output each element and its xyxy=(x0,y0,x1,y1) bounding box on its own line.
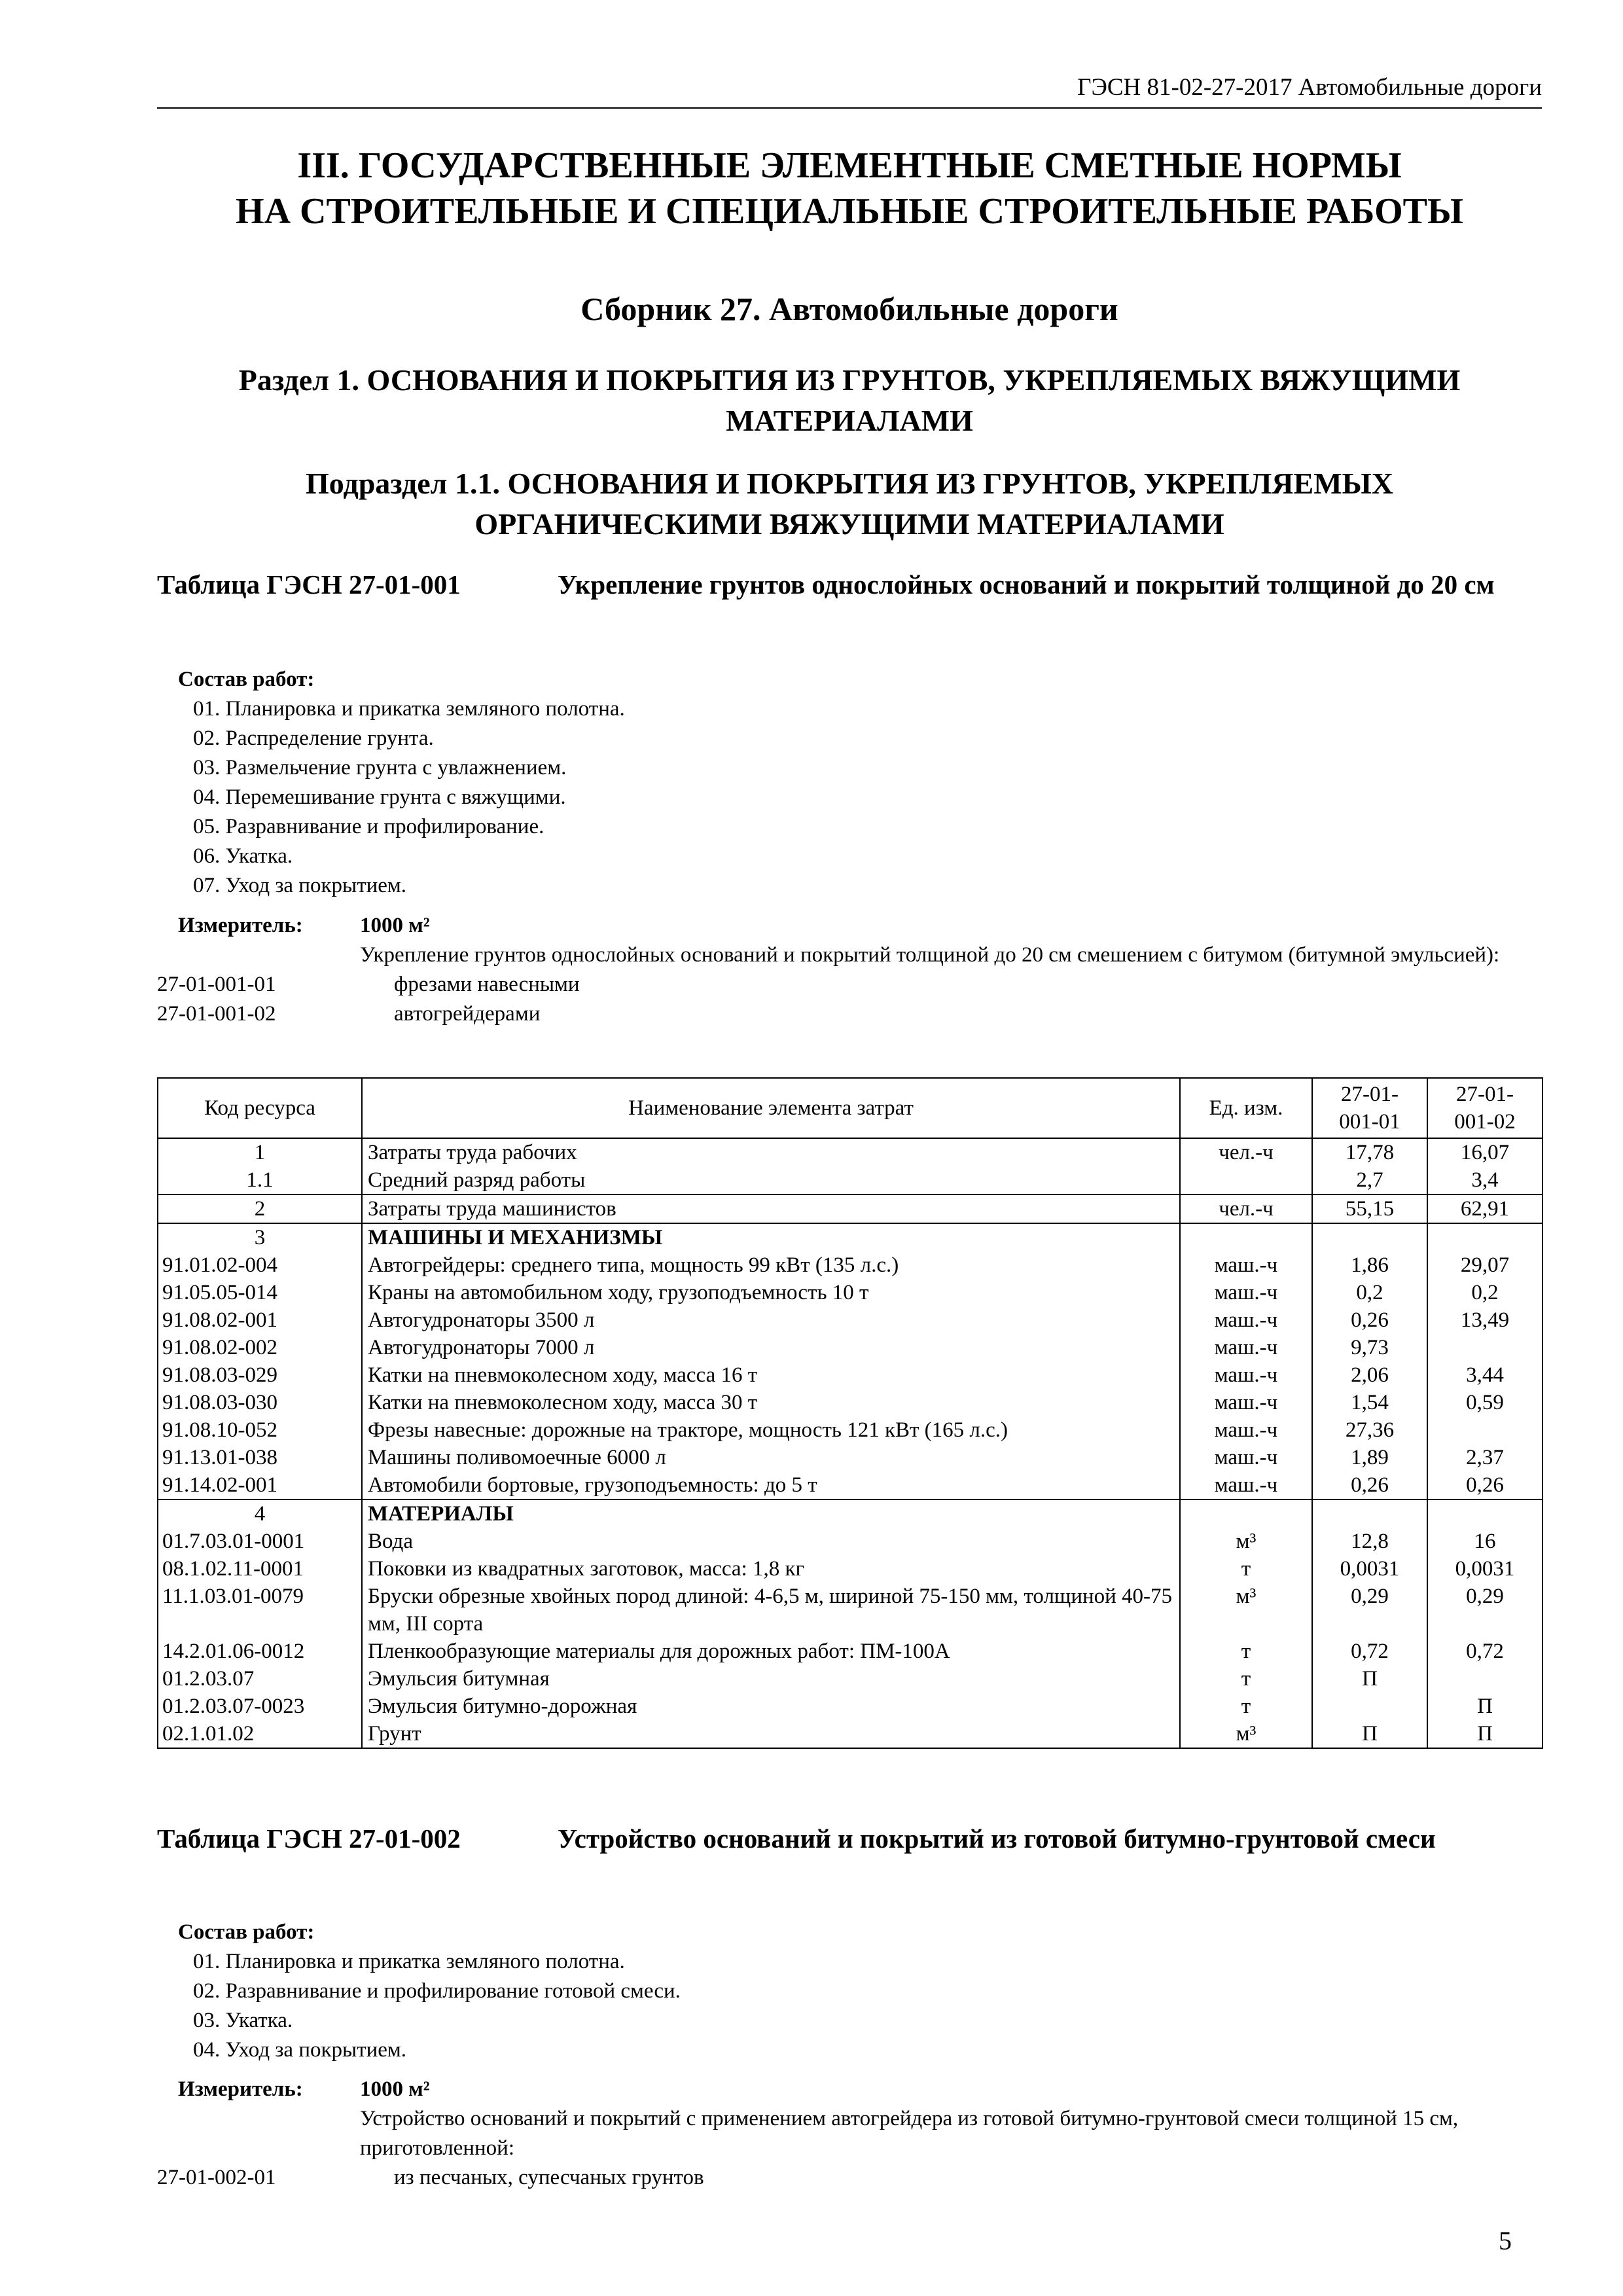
table-row xyxy=(158,1665,1543,1693)
cell-unit: маш.-ч xyxy=(1180,1251,1312,1279)
cell-norm-1: П xyxy=(1312,1720,1427,1748)
cell-resource-code: 01.2.03.07-0023 xyxy=(158,1693,362,1720)
cell-unit: маш.-ч xyxy=(1180,1361,1312,1389)
work-item: 06. Укатка. xyxy=(193,844,293,868)
work-item: 02. Разравнивание и профилирование готовой смеси. xyxy=(193,1979,681,2003)
table-row xyxy=(158,1720,1543,1748)
cell-resource-code: 11.1.03.01-0079 xyxy=(158,1583,362,1638)
cell-unit: т xyxy=(1180,1665,1312,1693)
cell-resource-code: 91.01.02-004 xyxy=(158,1251,362,1279)
cell-norm-1: 0,29 xyxy=(1312,1583,1427,1638)
cell-norm-1: 0,0031 xyxy=(1312,1555,1427,1583)
cell-norm-2: 0,0031 xyxy=(1427,1555,1543,1583)
cell-resource-code: 3 xyxy=(158,1223,362,1251)
measure-label: Измеритель: xyxy=(178,914,303,937)
cell-unit: т xyxy=(1180,1693,1312,1720)
cell-resource-code: 91.13.01-038 xyxy=(158,1444,362,1471)
cell-resource-name: Затраты труда рабочих xyxy=(362,1138,1180,1166)
work-item: 05. Разравнивание и профилирование. xyxy=(193,815,544,838)
cell-norm-2 xyxy=(1427,1499,1543,1528)
table-row xyxy=(158,1693,1543,1720)
cell-resource-name: Машины поливомоечные 6000 л xyxy=(362,1444,1180,1471)
cell-norm-2: 0,26 xyxy=(1427,1471,1543,1499)
cell-resource-name: Средний разряд работы xyxy=(362,1166,1180,1194)
main-title-line-2: НА СТРОИТЕЛЬНЫЕ И СПЕЦИАЛЬНЫЕ СТРОИТЕЛЬНЫЕ РАБОТЫ xyxy=(236,191,1463,232)
table1-measure xyxy=(157,911,1542,1029)
table2-measure xyxy=(157,2075,1542,2193)
work-item: 02. Распределение грунта. xyxy=(193,726,434,750)
cell-resource-name: Затраты труда машинистов xyxy=(362,1194,1180,1223)
table-row xyxy=(158,1583,1543,1638)
cell-norm-2: 0,72 xyxy=(1427,1638,1543,1665)
cell-norm-2: П xyxy=(1427,1693,1543,1720)
cell-norm-1: 0,2 xyxy=(1312,1279,1427,1306)
measure-label: Измеритель: xyxy=(178,2077,303,2101)
table-row xyxy=(158,1389,1543,1416)
cell-resource-code: 1 xyxy=(158,1138,362,1166)
table-row xyxy=(158,1499,1543,1528)
page-number: 5 xyxy=(1499,2226,1512,2255)
col-header-code: Код ресурса xyxy=(158,1078,362,1138)
cell-norm-1: 1,89 xyxy=(1312,1444,1427,1471)
cell-resource-name: Фрезы навесные: дорожные на тракторе, мощность 121 кВт (165 л.с.) xyxy=(362,1416,1180,1444)
cell-unit: м³ xyxy=(1180,1583,1312,1638)
col-header-unit: Ед. изм. xyxy=(1180,1078,1312,1138)
cell-resource-code: 91.05.05-014 xyxy=(158,1279,362,1306)
cell-resource-name: Вода xyxy=(362,1528,1180,1555)
work-item: 01. Планировка и прикатка земляного полотна. xyxy=(193,697,625,721)
cell-resource-code: 01.2.03.07 xyxy=(158,1665,362,1693)
cell-resource-code: 91.08.02-001 xyxy=(158,1306,362,1334)
cell-resource-name: Автогрейдеры: среднего типа, мощность 99 кВт (135 л.с.) xyxy=(362,1251,1180,1279)
subsection-title xyxy=(157,463,1542,545)
table1-code: Таблица ГЭСН 27-01-001 xyxy=(157,569,461,600)
cell-unit: маш.-ч xyxy=(1180,1389,1312,1416)
norm-row xyxy=(157,999,1542,1029)
work-item: 07. Уход за покрытием. xyxy=(193,874,407,897)
section-title-line-2: МАТЕРИАЛАМИ xyxy=(726,404,973,437)
cell-norm-2: 2,37 xyxy=(1427,1444,1543,1471)
cell-norm-2: 3,4 xyxy=(1427,1166,1543,1194)
norm-name: фрезами навесными xyxy=(394,973,580,996)
cell-unit: т xyxy=(1180,1638,1312,1665)
cell-unit: т xyxy=(1180,1555,1312,1583)
cell-unit xyxy=(1180,1499,1312,1528)
work-item: 03. Размельчение грунта с увлажнением. xyxy=(193,756,567,780)
cell-unit: м³ xyxy=(1180,1528,1312,1555)
resource-table xyxy=(157,1077,1543,1749)
table-row xyxy=(158,1223,1543,1251)
cell-resource-code: 4 xyxy=(158,1499,362,1528)
cell-norm-1 xyxy=(1312,1499,1427,1528)
cell-resource-code: 1.1 xyxy=(158,1166,362,1194)
section-title-line-1: Раздел 1. ОСНОВАНИЯ И ПОКРЫТИЯ ИЗ ГРУНТОВ, УКРЕПЛЯЕМЫХ ВЯЖУЩИМИ xyxy=(238,363,1461,397)
cell-resource-name: Катки на пневмоколесном ходу, масса 16 т xyxy=(362,1361,1180,1389)
table-row xyxy=(158,1361,1543,1389)
table1-heading xyxy=(157,565,1542,644)
table-row xyxy=(158,1251,1543,1279)
work-item: 04. Перемешивание грунта с вяжущими. xyxy=(193,785,566,809)
cell-unit: чел.-ч xyxy=(1180,1194,1312,1223)
cell-unit xyxy=(1180,1166,1312,1194)
table-row xyxy=(158,1138,1543,1166)
col-header-norm-2: 27-01- 001-02 xyxy=(1427,1078,1543,1138)
table-row xyxy=(158,1334,1543,1361)
cell-resource-name: Автогудронаторы 3500 л xyxy=(362,1306,1180,1334)
cell-norm-2: 0,2 xyxy=(1427,1279,1543,1306)
section-title xyxy=(157,360,1542,441)
cell-norm-2: 13,49 xyxy=(1427,1306,1543,1334)
cell-norm-2 xyxy=(1427,1334,1543,1361)
running-header: ГЭСН 81-02-27-2017 Автомобильные дороги xyxy=(1077,74,1542,101)
cell-norm-1: 1,86 xyxy=(1312,1251,1427,1279)
cell-norm-1: 9,73 xyxy=(1312,1334,1427,1361)
cell-norm-1: 0,72 xyxy=(1312,1638,1427,1665)
norm-row xyxy=(157,2163,1542,2193)
cell-norm-2 xyxy=(1427,1665,1543,1693)
cell-resource-code: 08.1.02.11-0001 xyxy=(158,1555,362,1583)
table1-title: Укрепление грунтов однослойных оснований и покрытий толщиной до 20 см xyxy=(558,569,1495,600)
cell-resource-name: Катки на пневмоколесном ходу, масса 30 т xyxy=(362,1389,1180,1416)
cell-unit: маш.-ч xyxy=(1180,1471,1312,1499)
table-row xyxy=(158,1279,1543,1306)
cell-norm-1: 0,26 xyxy=(1312,1306,1427,1334)
cell-resource-code: 14.2.01.06-0012 xyxy=(158,1638,362,1665)
cell-resource-name: Краны на автомобильном ходу, грузоподъемность 10 т xyxy=(362,1279,1180,1306)
cell-norm-1: 0,26 xyxy=(1312,1471,1427,1499)
cell-unit xyxy=(1180,1223,1312,1251)
cell-norm-2: 0,59 xyxy=(1427,1389,1543,1416)
table2-heading xyxy=(157,1820,1542,1898)
cell-norm-2: 62,91 xyxy=(1427,1194,1543,1223)
main-title xyxy=(157,143,1542,234)
table-row xyxy=(158,1306,1543,1334)
header-rule xyxy=(157,107,1542,109)
cell-norm-2: 16 xyxy=(1427,1528,1543,1555)
table-row xyxy=(158,1194,1543,1223)
work-item: 03. Укатка. xyxy=(193,2009,293,2032)
table2-title: Устройство оснований и покрытий из готовой битумно-грунтовой смеси xyxy=(558,1823,1436,1854)
cell-resource-name: Эмульсия битумная xyxy=(362,1665,1180,1693)
cell-norm-1: 17,78 xyxy=(1312,1138,1427,1166)
cell-resource-code: 91.14.02-001 xyxy=(158,1471,362,1499)
norm-code: 27-01-001-01 xyxy=(157,973,276,996)
measure-description: Укрепление грунтов однослойных оснований и покрытий толщиной до 20 см смешением с битумом (битумной эмульсией): xyxy=(360,943,1500,967)
cell-resource-code: 91.08.10-052 xyxy=(158,1416,362,1444)
cell-resource-code: 91.08.03-029 xyxy=(158,1361,362,1389)
cell-norm-2: 29,07 xyxy=(1427,1251,1543,1279)
cell-resource-code: 02.1.01.02 xyxy=(158,1720,362,1748)
cell-norm-2: 3,44 xyxy=(1427,1361,1543,1389)
table-row xyxy=(158,1166,1543,1194)
cell-unit: маш.-ч xyxy=(1180,1334,1312,1361)
col-header-norm-1: 27-01- 001-01 xyxy=(1312,1078,1427,1138)
cell-resource-name: Эмульсия битумно-дорожная xyxy=(362,1693,1180,1720)
table-row xyxy=(158,1638,1543,1665)
cell-norm-1: 2,06 xyxy=(1312,1361,1427,1389)
subsection-title-line-1: Подраздел 1.1. ОСНОВАНИЯ И ПОКРЫТИЯ ИЗ ГРУНТОВ, УКРЕПЛЯЕМЫХ xyxy=(305,467,1394,500)
table-row xyxy=(158,1528,1543,1555)
table-row xyxy=(158,1471,1543,1499)
table-header-row xyxy=(158,1078,1543,1138)
table-row xyxy=(158,1444,1543,1471)
cell-resource-name: Автомобили бортовые, грузоподъемность: до 5 т xyxy=(362,1471,1180,1499)
collection-title: Сборник 27. Автомобильные дороги xyxy=(580,291,1118,327)
table-row xyxy=(158,1555,1543,1583)
cell-resource-name: МАТЕРИАЛЫ xyxy=(362,1499,1180,1528)
cell-norm-1 xyxy=(1312,1693,1427,1720)
work-item: 04. Уход за покрытием. xyxy=(193,2038,407,2062)
cell-norm-1: 1,54 xyxy=(1312,1389,1427,1416)
cell-norm-1: 12,8 xyxy=(1312,1528,1427,1555)
norm-row xyxy=(157,970,1542,999)
measure-description: Устройство оснований и покрытий с применением автогрейдера из готовой битумно-грунтовой смеси толщиной 15 см, приготовленной: xyxy=(360,2107,1459,2160)
norm-name: из песчаных, супесчаных грунтов xyxy=(394,2166,704,2189)
cell-resource-name: Поковки из квадратных заготовок, масса: 1,8 кг xyxy=(362,1555,1180,1583)
cell-norm-2: 16,07 xyxy=(1427,1138,1543,1166)
works-label: Состав работ: xyxy=(178,1920,315,1944)
cell-unit: маш.-ч xyxy=(1180,1416,1312,1444)
cell-resource-name: Грунт xyxy=(362,1720,1180,1748)
measure-value: 1000 м² xyxy=(360,2077,430,2101)
table2-work-list xyxy=(157,1918,1542,2065)
col-header-name: Наименование элемента затрат xyxy=(362,1078,1180,1138)
subsection-title-line-2: ОРГАНИЧЕСКИМИ ВЯЖУЩИМИ МАТЕРИАЛАМИ xyxy=(474,507,1224,541)
cell-norm-1: 27,36 xyxy=(1312,1416,1427,1444)
norm-name: автогрейдерами xyxy=(394,1002,541,1026)
cell-resource-code: 01.7.03.01-0001 xyxy=(158,1528,362,1555)
norm-code: 27-01-001-02 xyxy=(157,1002,276,1026)
cell-norm-2 xyxy=(1427,1416,1543,1444)
cell-unit: маш.-ч xyxy=(1180,1306,1312,1334)
cell-norm-2: 0,29 xyxy=(1427,1583,1543,1638)
cell-resource-name: Пленкообразующие материалы для дорожных работ: ПМ-100А xyxy=(362,1638,1180,1665)
cell-norm-1: 55,15 xyxy=(1312,1194,1427,1223)
cell-norm-1: 2,7 xyxy=(1312,1166,1427,1194)
measure-value: 1000 м² xyxy=(360,914,430,937)
cell-norm-1: П xyxy=(1312,1665,1427,1693)
cell-resource-code: 91.08.02-002 xyxy=(158,1334,362,1361)
main-title-line-1: III. ГОСУДАРСТВЕННЫЕ ЭЛЕМЕНТНЫЕ СМЕТНЫЕ НОРМЫ xyxy=(297,145,1402,186)
cell-norm-2 xyxy=(1427,1223,1543,1251)
work-item: 01. Планировка и прикатка земляного полотна. xyxy=(193,1950,625,1973)
cell-resource-code: 2 xyxy=(158,1194,362,1223)
cell-unit: маш.-ч xyxy=(1180,1444,1312,1471)
table2-code: Таблица ГЭСН 27-01-002 xyxy=(157,1823,461,1854)
norm-code: 27-01-002-01 xyxy=(157,2166,276,2189)
cell-unit: чел.-ч xyxy=(1180,1138,1312,1166)
table1-work-list xyxy=(157,665,1542,901)
cell-resource-code: 91.08.03-030 xyxy=(158,1389,362,1416)
cell-resource-name: Автогудронаторы 7000 л xyxy=(362,1334,1180,1361)
cell-unit: маш.-ч xyxy=(1180,1279,1312,1306)
cell-resource-name: Бруски обрезные хвойных пород длиной: 4-6,5 м, шириной 75-150 мм, толщиной 40-75 мм, III сорта xyxy=(362,1583,1180,1638)
cell-norm-1 xyxy=(1312,1223,1427,1251)
cell-norm-2: П xyxy=(1427,1720,1543,1748)
cell-resource-name: МАШИНЫ И МЕХАНИЗМЫ xyxy=(362,1223,1180,1251)
table-row xyxy=(158,1416,1543,1444)
cell-unit: м³ xyxy=(1180,1720,1312,1748)
works-label: Состав работ: xyxy=(178,668,315,691)
